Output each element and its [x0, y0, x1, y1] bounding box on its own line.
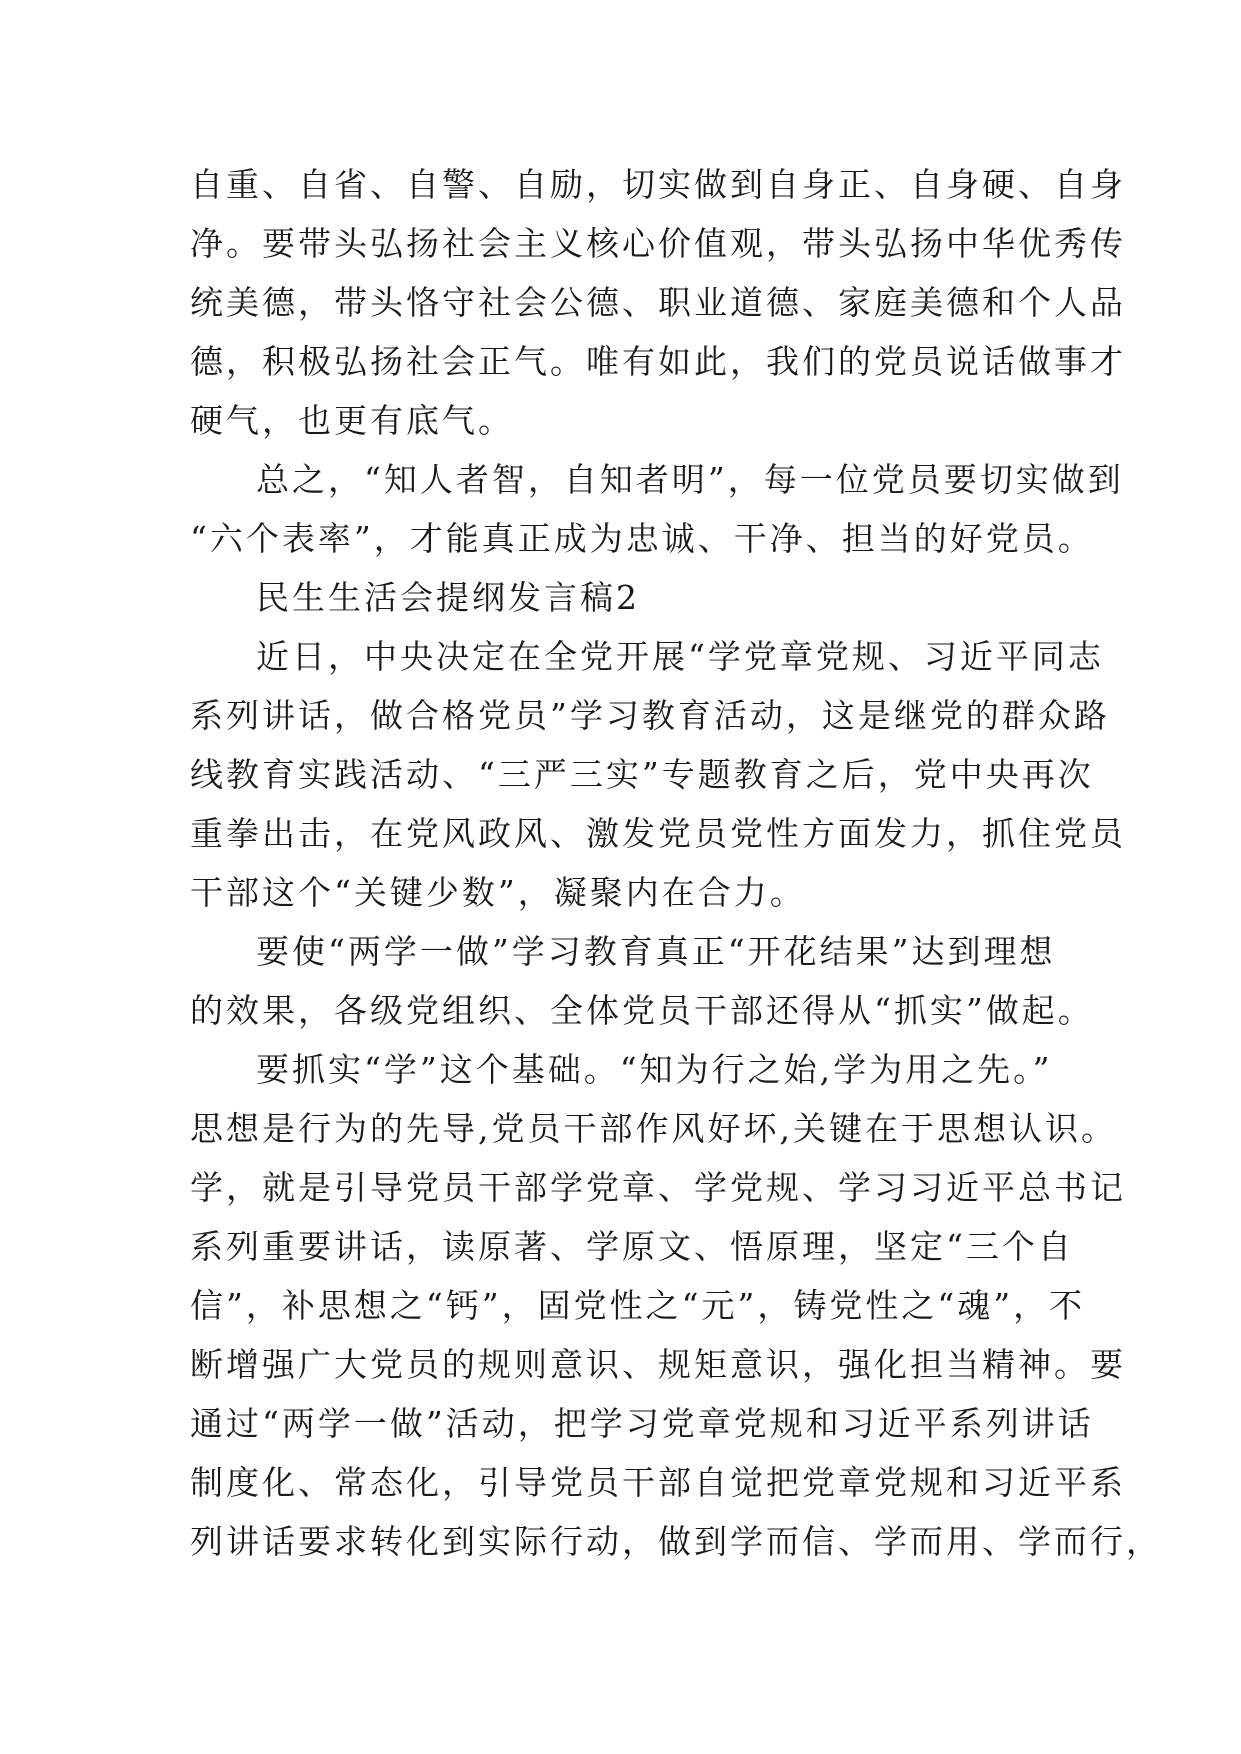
- text-line: 通过“两学一做”活动，把学习党章党规和习近平系列讲话: [190, 1404, 1094, 1443]
- text-line: 线教育实践活动、“三严三实”专题教育之后，党中央再次: [190, 755, 1094, 794]
- text-line: 的效果，各级党组织、全体党员干部还得从“抓实”做起。: [190, 991, 1094, 1030]
- text-line: 总之，“知人者智，自知者明”，每一位党员要切实做到: [256, 460, 1124, 499]
- text-line: 要使“两学一做”学习教育真正“开花结果”达到理想: [256, 932, 1056, 971]
- text-line: 德，积极弘扬社会正气。唯有如此，我们的党员说话做事才: [190, 342, 1126, 381]
- text-line: 重拳出击，在党风政风、激发党员党性方面发力，抓住党员: [190, 814, 1126, 853]
- text-line: 制度化、常态化，引导党员干部自觉把党章党规和习近平系: [190, 1463, 1126, 1502]
- text-line: 要抓实“学”这个基础。“知为行之始,学为用之先。”: [256, 1050, 1053, 1089]
- text-line: 系列重要讲话，读原著、学原文、悟原理，坚定“三个自: [190, 1227, 1074, 1266]
- text-line: 思想是行为的先导,党员干部作风好坏,关键在于思想认识。: [190, 1109, 1117, 1148]
- text-line: 自重、自省、自警、自励，切实做到自身正、自身硬、自身: [190, 165, 1126, 204]
- text-line: 断增强广大党员的规则意识、规矩意识，强化担当精神。要: [190, 1345, 1126, 1384]
- text-line: 近日，中央决定在全党开展“学党章党规、习近平同志: [256, 637, 1104, 676]
- text-line: 硬气，也更有底气。: [190, 401, 514, 440]
- section-heading: 民生生活会提纲发言稿2: [256, 578, 640, 617]
- text-line: 系列讲话，做合格党员”学习教育活动，这是继党的群众路: [190, 696, 1110, 735]
- text-line: 统美德，带头恪守社会公德、职业道德、家庭美德和个人品: [190, 283, 1126, 322]
- text-line: 列讲话要求转化到实际行动，做到学而信、学而用、学而行，: [190, 1522, 1162, 1561]
- text-line: 学，就是引导党员干部学党章、学党规、学习习近平总书记: [190, 1168, 1126, 1207]
- document-body: [190, 155, 1162, 1571]
- text-line: “六个表率”，才能真正成为忠诚、干净、担当的好党员。: [190, 519, 1094, 558]
- text-line: 信”，补思想之“钙”，固党性之“元”，铸党性之“魂”，不: [190, 1286, 1086, 1325]
- text-line: 净。要带头弘扬社会主义核心价值观，带头弘扬中华优秀传: [190, 224, 1126, 263]
- text-line: 干部这个“关键少数”，凝聚内在合力。: [190, 873, 806, 912]
